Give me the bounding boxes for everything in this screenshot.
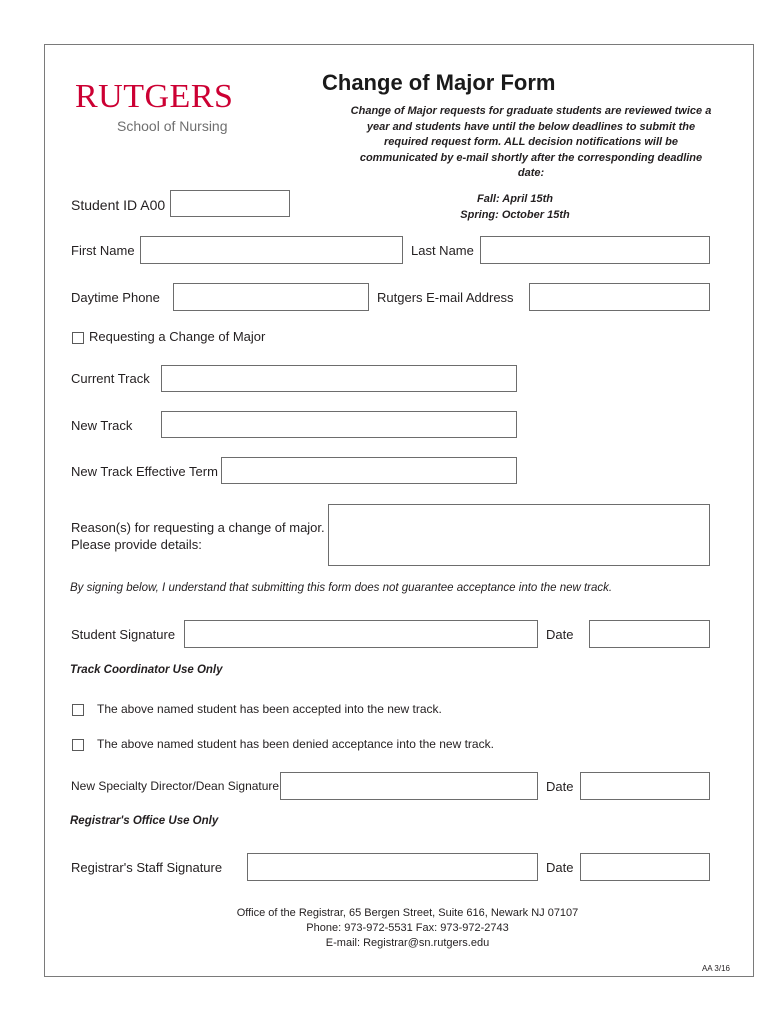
footer-address: Office of the Registrar, 65 Bergen Street, Suite 616, Newark NJ 07107 xyxy=(236,907,579,919)
rutgers-logo: RUTGERS xyxy=(75,78,234,115)
fall-deadline: Fall: April 15th xyxy=(477,193,553,205)
email-input[interactable] xyxy=(529,283,710,311)
spring-deadline: Spring: October 15th xyxy=(460,209,570,221)
first-name-label: First Name xyxy=(71,243,135,258)
daytime-phone-label: Daytime Phone xyxy=(71,290,160,305)
requesting-change-label: Requesting a Change of Major xyxy=(89,329,266,344)
director-date-input[interactable] xyxy=(580,772,710,800)
registrar-heading: Registrar's Office Use Only xyxy=(70,815,219,827)
director-date-label: Date xyxy=(546,779,574,794)
denied-checkbox[interactable] xyxy=(72,739,84,751)
daytime-phone-input[interactable] xyxy=(173,283,369,311)
director-signature-input[interactable] xyxy=(280,772,538,800)
first-name-input[interactable] xyxy=(140,236,403,264)
last-name-label: Last Name xyxy=(411,243,474,258)
reason-label-line1: Reason(s) for requesting a change of major. xyxy=(71,520,325,535)
school-of-nursing-label: School of Nursing xyxy=(117,118,228,134)
coordinator-heading: Track Coordinator Use Only xyxy=(70,664,223,676)
form-title: Change of Major Form xyxy=(322,70,556,95)
registrar-signature-label: Registrar's Staff Signature xyxy=(71,860,223,875)
requesting-change-checkbox[interactable] xyxy=(72,332,84,344)
student-signature-label: Student Signature xyxy=(71,627,176,642)
student-id-input[interactable] xyxy=(170,190,290,217)
new-track-input[interactable] xyxy=(161,411,517,438)
intro-text: Change of Major requests for graduate students are reviewed twice a year and students have until the below deadlines to submit the required request form. ALL decision notifications will be communicated by e-mail shortly after the corresponding deadline date: xyxy=(350,105,712,179)
current-track-input[interactable] xyxy=(161,365,517,392)
effective-term-input[interactable] xyxy=(221,457,517,484)
student-id-label: Student ID A00 xyxy=(71,197,166,213)
accepted-checkbox[interactable] xyxy=(72,704,84,716)
student-signature-input[interactable] xyxy=(184,620,538,648)
current-track-label: Current Track xyxy=(71,371,150,386)
last-name-input[interactable] xyxy=(480,236,710,264)
effective-term-label: New Track Effective Term xyxy=(71,464,218,479)
form-version: AA 3/16 xyxy=(701,964,730,973)
footer-phone: Phone: 973-972-5531 Fax: 973-972-2743 xyxy=(306,922,509,934)
registrar-signature-input[interactable] xyxy=(247,853,538,881)
reason-label-line2: Please provide details: xyxy=(71,537,202,552)
registrar-date-input[interactable] xyxy=(580,853,710,881)
reason-textarea[interactable] xyxy=(328,504,710,566)
student-date-input[interactable] xyxy=(589,620,710,648)
new-track-label: New Track xyxy=(71,418,133,433)
email-label: Rutgers E-mail Address xyxy=(377,290,514,305)
disclaimer-text: By signing below, I understand that submitting this form does not guarantee acceptance into the new track. xyxy=(70,582,613,594)
accepted-label: The above named student has been accepted into the new track. xyxy=(97,702,442,716)
director-signature-label: New Specialty Director/Dean Signature xyxy=(71,779,280,793)
student-date-label: Date xyxy=(546,627,574,642)
denied-label: The above named student has been denied acceptance into the new track. xyxy=(97,737,494,751)
footer-email: E-mail: Registrar@sn.rutgers.edu xyxy=(325,937,490,949)
registrar-contact-footer xyxy=(200,906,615,951)
registrar-date-label: Date xyxy=(546,860,574,875)
